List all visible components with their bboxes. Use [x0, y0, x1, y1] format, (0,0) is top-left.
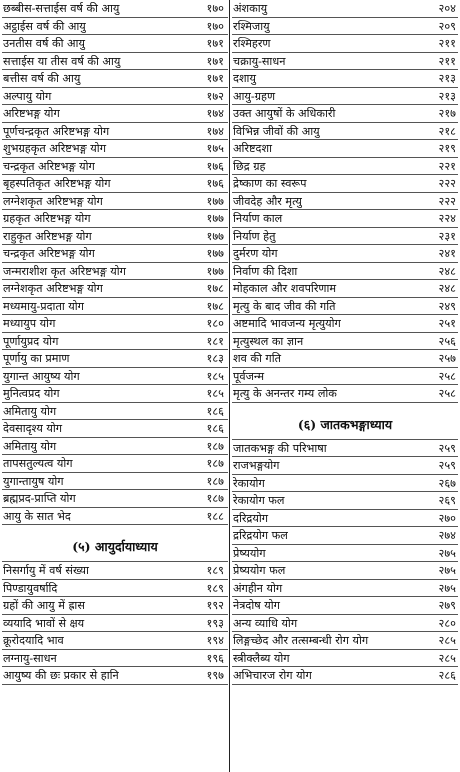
toc-entry [232, 35, 458, 53]
toc-entry-page: १७७ [206, 264, 224, 278]
toc-entry [2, 333, 228, 351]
toc-entry-title: प्रेष्ययोग फल [233, 564, 286, 577]
toc-entry [232, 105, 458, 123]
toc-entry [2, 140, 228, 158]
toc-entry [232, 632, 458, 650]
toc-entry-title: पूर्वजन्म [233, 369, 265, 383]
toc-entry [2, 580, 228, 598]
toc-entry-page: १९२ [206, 599, 224, 612]
section-heading-6 [232, 403, 458, 440]
toc-entry-title: शुभग्रहकृत अरिष्टभङ्ग योग [3, 142, 106, 155]
toc-entry [2, 280, 228, 298]
toc-entry [232, 527, 458, 545]
toc-entry-page: १८१ [206, 334, 224, 348]
toc-entry-title: द्ररिद्रयोग फल [233, 529, 288, 542]
toc-entry-title: दरिद्रयोग [233, 511, 269, 525]
toc-entry-title: सत्ताईस या तीस वर्ष की आयु [3, 54, 121, 68]
toc-entry [2, 210, 228, 228]
toc-entry-page: १८९ [206, 564, 224, 577]
toc-entry-page: २७५ [438, 564, 456, 577]
toc-entry [232, 315, 458, 333]
toc-entry [2, 228, 228, 246]
toc-entry-title: देवसादृश्य योग [3, 422, 63, 435]
toc-entry-title: उक्त आयुषों के अधिकारी [233, 107, 336, 120]
toc-entry-page: १७७ [206, 212, 224, 225]
toc-entry-page: १७० [206, 2, 224, 15]
toc-entry [232, 597, 458, 615]
toc-entry-title: युगान्त आयुष्य योग [3, 369, 80, 383]
toc-entry-title: रश्मिजायु [233, 19, 270, 33]
toc-entry-title: युगान्तायुष योग [3, 474, 64, 488]
toc-entry [2, 105, 228, 123]
toc-entry [2, 123, 228, 141]
toc-entry-title: द्रेष्काण का स्वरूप [233, 177, 307, 190]
toc-entry-page: २४८ [438, 264, 456, 278]
left-entries-2 [2, 562, 228, 685]
right-entries-2 [232, 440, 458, 685]
toc-entry-page: १७७ [206, 229, 224, 243]
toc-entry-page: २८० [438, 616, 456, 630]
toc-entry-title: लग्नेशकृत अरिष्टभङ्ग योग [3, 194, 103, 208]
toc-entry-page: १७८ [206, 282, 224, 295]
toc-entry [232, 88, 458, 106]
toc-entry [232, 492, 458, 510]
toc-entry-page: २१७ [438, 107, 456, 120]
toc-entry-title: अरिष्टभङ्ग योग [3, 107, 60, 120]
toc-entry [232, 440, 458, 458]
toc-entry-title: तापसतुल्यत्व योग [3, 457, 73, 470]
toc-entry [2, 53, 228, 71]
toc-entry-page: २२२ [438, 177, 456, 190]
toc-entry-page: १७१ [206, 72, 224, 85]
toc-entry-title: विभिन्न जीवों की आयु [233, 124, 320, 138]
toc-entry-title: निर्वाण की दिशा [233, 264, 298, 278]
toc-entry-page: २६७ [438, 476, 456, 490]
toc-entry-title: पूर्णायु का प्रमाण [3, 352, 70, 365]
toc-entry-page: २३१ [438, 229, 456, 243]
toc-entry-title: ग्रहों की आयु में ह्रास [3, 599, 85, 612]
toc-entry-title: पूर्णायुप्रद योग [3, 334, 59, 348]
toc-entry-page: १७६ [206, 159, 224, 173]
toc-entry-title: लग्नेशकृत अरिष्टभङ्ग योग [3, 282, 103, 295]
toc-entry-page: १८७ [206, 492, 224, 505]
toc-entry-title: दुर्मरण योग [233, 247, 278, 260]
toc-entry [2, 193, 228, 211]
toc-entry-title: अष्टमादि भावजन्य मृत्युयोग [233, 317, 341, 330]
toc-entry-title: आयुष्य की छः प्रकार से हानि [3, 669, 119, 682]
toc-entry-title: छब्बीस-सत्ताईस वर्ष की आयु [3, 2, 120, 15]
toc-entry [232, 280, 458, 298]
toc-entry-page: १८५ [206, 387, 224, 400]
toc-entry [2, 403, 228, 421]
toc-entry [232, 53, 458, 71]
toc-entry-title: मुनित्वप्रद योग [3, 387, 60, 400]
toc-entry-page: २५९ [438, 459, 456, 472]
toc-entry [2, 420, 228, 438]
toc-entry-page: १७७ [206, 194, 224, 208]
toc-entry [2, 650, 228, 668]
toc-entry-page: १८९ [206, 581, 224, 595]
toc-entry-title: पूर्णचन्द्रकृत अरिष्टभङ्ग योग [3, 124, 110, 138]
toc-entry [232, 650, 458, 668]
toc-entry-page: २६९ [438, 494, 456, 507]
toc-entry [232, 263, 458, 281]
toc-entry-title: निसर्गायु में वर्ष संख्या [3, 564, 89, 577]
toc-entry [2, 455, 228, 473]
toc-entry-title: मृत्यु के बाद जीव की गति [233, 299, 336, 313]
toc-left-column [2, 0, 228, 685]
toc-entry-title: ग्रहकृत अरिष्टभङ्ग योग [3, 212, 91, 225]
toc-entry-page: २४९ [438, 299, 456, 313]
column-divider [229, 0, 230, 772]
toc-entry [232, 193, 458, 211]
toc-entry [232, 228, 458, 246]
toc-entry-page: २५१ [438, 317, 456, 330]
toc-entry-page: १७० [206, 19, 224, 33]
toc-entry-page: २५९ [438, 441, 456, 455]
toc-entry [2, 245, 228, 263]
toc-entry [2, 508, 228, 526]
toc-entry [2, 88, 228, 106]
toc-entry [232, 70, 458, 88]
toc-entry [2, 632, 228, 650]
toc-entry-title: चक्रायु-साधन [233, 54, 286, 68]
toc-entry-title: निर्याण काल [233, 212, 283, 225]
toc-entry-title: चन्द्रकृत अरिष्टभङ्ग योग [3, 159, 95, 173]
toc-entry-page: १८८ [206, 509, 224, 523]
toc-entry-title: मृत्युस्थल का ज्ञान [233, 334, 304, 348]
toc-entry [2, 350, 228, 368]
toc-entry [232, 245, 458, 263]
toc-entry-title: अल्पायु योग [3, 89, 52, 103]
toc-entry-page: २८५ [438, 651, 456, 665]
toc-entry-title: दशायु [233, 72, 256, 85]
left-entries [2, 0, 228, 525]
toc-entry [232, 368, 458, 386]
toc-entry [232, 545, 458, 563]
toc-entry-page: २१३ [438, 72, 456, 85]
toc-entry-title: उनतीस वर्ष की आयु [3, 37, 85, 50]
toc-entry [2, 473, 228, 491]
toc-entry-title: अभिचारज रोग योग [233, 669, 312, 682]
toc-entry-page: २५८ [438, 387, 456, 400]
toc-entry [2, 385, 228, 403]
toc-entry-page: २५७ [438, 352, 456, 365]
toc-entry-page: २०४ [438, 2, 456, 15]
toc-entry [2, 615, 228, 633]
toc-entry [232, 562, 458, 580]
toc-entry-title: पिण्डायुवर्षादि [3, 581, 58, 595]
toc-entry-title: जन्मराशीश कृत अरिष्टभङ्ग योग [3, 264, 126, 278]
toc-entry [2, 667, 228, 685]
toc-entry-page: २७० [438, 511, 456, 525]
toc-entry-page: १८५ [206, 369, 224, 383]
toc-entry-title: जीवदेह और मृत्यु [233, 194, 302, 208]
toc-entry-page: १९४ [206, 634, 224, 647]
toc-entry-page: २७९ [438, 599, 456, 612]
toc-entry-page: १७६ [206, 177, 224, 190]
toc-entry-page: १९६ [206, 651, 224, 665]
toc-entry-title: रेकायोग फल [233, 494, 285, 507]
section-heading-6-text: (६) जातकभङ्गाध्याय [297, 416, 393, 432]
toc-entry-page: २७५ [438, 581, 456, 595]
toc-entry-page: २५८ [438, 369, 456, 383]
toc-entry [2, 158, 228, 176]
toc-entry-title: छिद्र ग्रह [233, 159, 266, 173]
toc-entry-page: १८० [206, 317, 224, 330]
toc-entry [232, 457, 458, 475]
toc-entry-title: निर्याण हेतु [233, 229, 276, 243]
right-entries [232, 0, 458, 403]
toc-entry [2, 438, 228, 456]
toc-entry-title: स्त्रीक्लैब्य योग [233, 651, 290, 665]
toc-entry-title: आयु-ग्रहण [233, 89, 276, 103]
toc-entry-title: मोहकाल और शवपरिणाम [233, 282, 337, 295]
toc-entry-title: रश्मिहरण [233, 37, 271, 50]
toc-entry-title: बृहस्पतिकृत अरिष्टभङ्ग योग [3, 177, 111, 190]
toc-entry [2, 562, 228, 580]
toc-entry [2, 18, 228, 36]
toc-entry-title: चन्द्रकृत अरिष्टभङ्ग योग [3, 247, 95, 260]
toc-entry-page: १७२ [206, 89, 224, 103]
toc-entry-page: १८७ [206, 457, 224, 470]
toc-entry-page: २२४ [438, 212, 456, 225]
toc-entry-page: २११ [438, 37, 456, 50]
toc-entry-page: २१८ [438, 124, 456, 138]
toc-entry [232, 580, 458, 598]
toc-entry-page: २११ [438, 54, 456, 68]
toc-entry-page: १९३ [206, 616, 224, 630]
toc-entry [232, 158, 458, 176]
toc-entry [232, 123, 458, 141]
toc-entry-title: ब्रह्मप्रद-प्राप्ति योग [3, 492, 76, 505]
toc-entry-title: मृत्यु के अनन्तर गम्य लोक [233, 387, 337, 400]
toc-entry [232, 385, 458, 403]
toc-entry-page: १८७ [206, 474, 224, 488]
toc-entry-title: अट्ठाईस वर्ष की आयु [3, 19, 86, 33]
toc-entry [2, 315, 228, 333]
toc-entry [232, 298, 458, 316]
toc-entry [2, 70, 228, 88]
toc-entry-page: २१३ [438, 89, 456, 103]
toc-entry-page: २४८ [438, 282, 456, 295]
section-heading-5-text: (५) आयुर्दायाध्याय [72, 539, 158, 554]
toc-entry-title: अरिष्टदशा [233, 142, 272, 155]
toc-entry-title: अंशकायु [233, 2, 268, 15]
toc-entry-title: रेकायोग [233, 476, 265, 490]
toc-entry [2, 35, 228, 53]
toc-entry [232, 333, 458, 351]
toc-entry-page: २४१ [438, 247, 456, 260]
toc-entry-page: १९७ [206, 669, 224, 682]
toc-entry [2, 263, 228, 281]
toc-entry-page: १७४ [206, 107, 224, 120]
toc-entry [232, 667, 458, 685]
toc-entry [232, 175, 458, 193]
toc-entry-page: २७४ [438, 529, 456, 542]
toc-entry-title: शव की गति [233, 352, 282, 365]
toc-entry-title: लग्नायु-साधन [3, 651, 57, 665]
toc-entry-title: आयु के सात भेद [3, 509, 71, 523]
toc-entry [232, 0, 458, 18]
toc-entry-page: १८३ [206, 352, 224, 365]
toc-entry-title: जातकभङ्ग की परिभाषा [233, 441, 327, 455]
toc-entry-title: नेत्रदोष योग [233, 599, 280, 612]
toc-entry-page: २८५ [438, 634, 456, 647]
toc-entry [232, 350, 458, 368]
toc-entry-title: लिङ्गच्छेद और तत्सम्बन्धी रोग योग [233, 634, 369, 647]
toc-entry [2, 175, 228, 193]
toc-entry [232, 475, 458, 493]
toc-entry [232, 18, 458, 36]
toc-entry-title: मध्यमायु-प्रदाता योग [3, 299, 84, 313]
toc-entry-title: क्रूरोदयादि भाव [3, 634, 64, 647]
toc-entry-title: अमितायु योग [3, 439, 57, 453]
toc-entry-page: २८६ [438, 669, 456, 682]
toc-entry-page: १८७ [206, 439, 224, 453]
toc-entry-page: २२२ [438, 194, 456, 208]
toc-entry-title: अमितायु योग [3, 404, 57, 418]
toc-entry-page: १७१ [206, 54, 224, 68]
toc-entry [2, 0, 228, 18]
toc-entry [232, 615, 458, 633]
toc-entry-title: अंगहीन योग [233, 581, 283, 595]
toc-entry-title: प्रेष्ययोग [233, 546, 266, 560]
toc-entry-title: मध्यायुप योग [3, 317, 56, 330]
toc-right-column [232, 0, 458, 685]
toc-entry [232, 140, 458, 158]
section-heading-5 [2, 525, 228, 562]
toc-entry [2, 368, 228, 386]
toc-entry-page: १७४ [206, 124, 224, 138]
toc-entry-page: १८६ [206, 422, 224, 435]
toc-entry-title: व्ययादि भावों से क्षय [3, 616, 85, 630]
toc-entry-page: १७१ [206, 37, 224, 50]
toc-entry-page: १७८ [206, 299, 224, 313]
toc-entry-page: २१९ [438, 142, 456, 155]
toc-entry [2, 490, 228, 508]
toc-entry-page: २७५ [438, 546, 456, 560]
toc-entry-title: अन्य व्याधि योग [233, 616, 298, 630]
toc-entry-page: २२१ [438, 159, 456, 173]
toc-entry-page: १७७ [206, 247, 224, 260]
toc-entry [232, 510, 458, 528]
toc-entry-title: बत्तीस वर्ष की आयु [3, 72, 81, 85]
toc-entry [2, 597, 228, 615]
toc-entry-page: २५६ [438, 334, 456, 348]
toc-entry-title: राजभङ्गयोग [233, 459, 280, 472]
toc-entry-page: २०९ [438, 19, 456, 33]
toc-entry [2, 298, 228, 316]
toc-entry-page: १८६ [206, 404, 224, 418]
toc-entry-title: राहुकृत अरिष्टभङ्ग योग [3, 229, 92, 243]
toc-entry-page: १७५ [206, 142, 224, 155]
toc-entry [232, 210, 458, 228]
